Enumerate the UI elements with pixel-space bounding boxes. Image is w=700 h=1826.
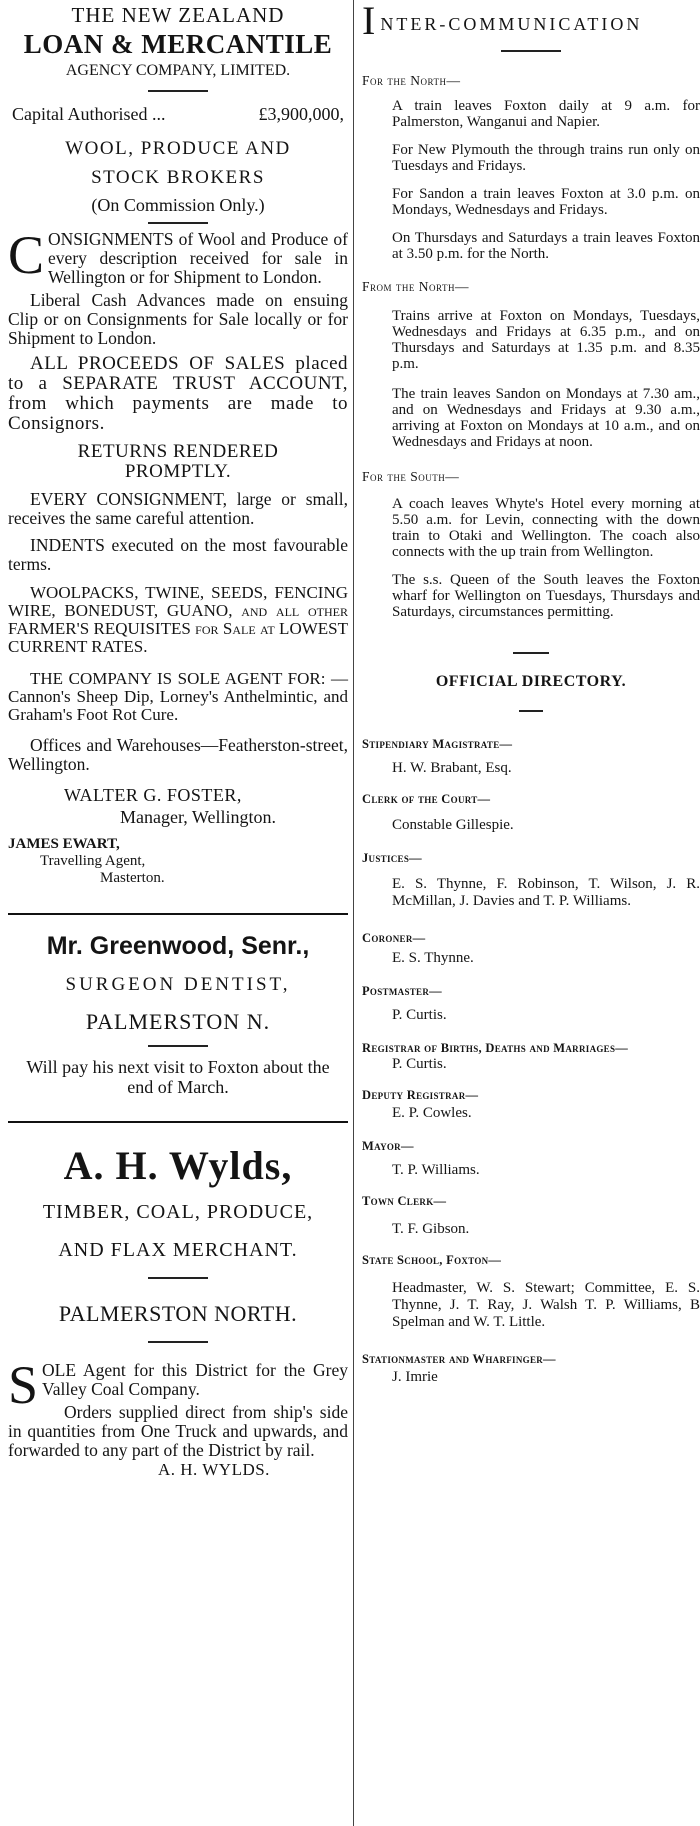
- wylds-name: A. H. Wylds,: [63, 1143, 293, 1188]
- dentist-note: Will pay his next visit to Foxton about the end of March.: [26, 1057, 330, 1097]
- sole-agent-paragraph: THE COMPANY IS SOLE AGENT FOR: —Cannon's Sheep Dip, Lorney's Anthelmintic, and Graham's Foot Rot Cure.: [8, 669, 348, 724]
- divider: [148, 90, 208, 92]
- for-south-label: For the South—: [362, 469, 460, 484]
- agent-name: JAMES EWART,: [8, 836, 120, 852]
- directory-heading: OFFICIAL DIRECTORY.: [435, 673, 627, 690]
- left-column: [8, 0, 348, 1826]
- dentist-place: PALMERSTON N.: [85, 1009, 271, 1034]
- proceeds-paragraph: ALL PROCEEDS OF SALES placed to a SEPARATE TRUST ACCOUNT, from which payments are made to Consignors.: [8, 353, 348, 434]
- wylds-advert: [8, 1123, 348, 1480]
- loan-heading-line1: THE NEW ZEALAND: [71, 3, 285, 27]
- title-rest: NTER-COMMUNICATION: [380, 14, 643, 34]
- coroner-name: E. S. Thynne.: [392, 950, 474, 966]
- wylds-trade-line1: TIMBER, COAL, PRODUCE,: [42, 1201, 314, 1223]
- coroner-label: Coroner—: [362, 931, 426, 945]
- for-north-label: For the North—: [362, 73, 461, 88]
- for-north-entry: For Sandon a train leaves Foxton at 3.0 p.m. on Mondays, Wednesdays and Fridays.: [392, 186, 700, 218]
- wylds-dropcap: S: [8, 1355, 39, 1415]
- capital-line: [8, 102, 348, 126]
- trade-line1: WOOL, PRODUCE AND: [65, 138, 291, 159]
- for-north-entry: On Thursdays and Saturdays a train leaves Foxton at 3.50 p.m. for the North.: [392, 230, 700, 262]
- divider: [513, 652, 549, 654]
- wylds-orders-paragraph: Orders supplied direct from ship's side in quantities from One Truck and upwards, and forwarded to any part of the District by rail.: [8, 1402, 348, 1460]
- stipendiary-label: Stipendiary Magistrate—: [362, 737, 513, 751]
- agent-title: Travelling Agent,: [40, 853, 146, 869]
- indents-paragraph: INDENTS executed on the most favourable terms.: [8, 535, 348, 574]
- capital-value: £3,900,000,: [258, 104, 344, 124]
- for-north-entry: For New Plymouth the through trains run only on Tuesdays and Fridays.: [392, 142, 700, 174]
- title-initial: I: [362, 0, 379, 43]
- deputy-name: E. P. Cowles.: [392, 1105, 472, 1121]
- postmaster-label: Postmaster—: [362, 984, 442, 998]
- offices-paragraph: Offices and Warehouses—Featherston-street, Wellington.: [8, 735, 348, 774]
- clerk-name: Constable Gillespie.: [392, 817, 514, 833]
- for-south-entry: The s.s. Queen of the South leaves the Foxton wharf for Wellington on Tuesdays, Thursdays and Saturdays, circumstances permitting.: [392, 572, 700, 620]
- from-north-entry: Trains arrive at Foxton on Mondays, Tuesdays, Wednesdays and Fridays at 6.35 p.m., and on Thursdays and Saturdays at 1.35 p.m. and 8.35 p.m.: [392, 308, 700, 372]
- registrar-name: P. Curtis.: [392, 1056, 447, 1072]
- wylds-sole-text: OLE Agent for this District for the Grey Valley Coal Company.: [42, 1360, 348, 1399]
- townclerk-label: Town Clerk—: [362, 1194, 447, 1208]
- justices-names: E. S. Thynne, F. Robinson, T. Wilson, J. R. McMillan, J. Davies and T. P. Williams.: [392, 876, 700, 909]
- loan-heading-line2: LOAN & MERCANTILE: [23, 29, 333, 59]
- column-divider: [353, 0, 354, 1826]
- consignments-paragraph: [8, 225, 348, 287]
- manager-title: Manager, Wellington.: [120, 807, 276, 827]
- school-label: State School, Foxton—: [362, 1253, 502, 1267]
- divider: [519, 710, 543, 712]
- agent-place: Masterton.: [100, 870, 165, 886]
- mayor-label: Mayor—: [362, 1139, 414, 1153]
- manager-name: WALTER G. FOSTER,: [64, 785, 242, 805]
- station-name: J. Imrie: [392, 1369, 438, 1385]
- dentist-name: Mr. Greenwood, Senr.,: [46, 932, 310, 960]
- wylds-trade-line2: AND FLAX MERCHANT.: [58, 1239, 298, 1261]
- consignments-text: ONSIGNMENTS of Wool and Produce of every description received for sale in Wellington or for Shipment to London.: [48, 229, 348, 287]
- school-names: Headmaster, W. S. Stewart; Committee, E. S. Thynne, J. T. Ray, J. Walsh T. P. Williams, B Spelman and W. T. Little.: [392, 1280, 700, 1330]
- divider: [148, 1045, 208, 1047]
- capital-label: Capital Authorised ...: [12, 104, 166, 124]
- from-north-entry: The train leaves Sandon on Mondays at 7.30 am., and on Wednesdays and Fridays at 9.30 a.m., arriving at Foxton on Mondays at 10 a.m., and on Wednesdays and Fridays at noon.: [392, 386, 700, 450]
- every-consignment-paragraph: EVERY CONSIGNMENT, large or small, receives the same careful attention.: [8, 489, 348, 528]
- postmaster-name: P. Curtis.: [392, 1007, 447, 1023]
- wylds-sole-paragraph: [8, 1355, 348, 1415]
- for-south-entry: A coach leaves Whyte's Hotel every morning at 5.50 a.m. for Levin, connecting with the down train to Otaki and Wellington. The coach also connects with the up train from Wellington.: [392, 496, 700, 560]
- trade-line2: STOCK BROKERS: [91, 167, 265, 188]
- dentist-advert: [8, 915, 348, 1097]
- divider: [501, 50, 561, 52]
- mayor-name: T. P. Williams.: [392, 1162, 480, 1178]
- advances-paragraph: Liberal Cash Advances made on ensuing Clip or on Consignments for Sale locally or for Shipment to London.: [8, 290, 348, 348]
- wylds-place: PALMERSTON NORTH.: [58, 1301, 298, 1326]
- dentist-role: SURGEON DENTIST,: [65, 974, 291, 995]
- returns-paragraph: RETURNS RENDERED PROMPTLY.: [77, 441, 279, 482]
- right-column: [362, 0, 700, 1826]
- for-north-entry: A train leaves Foxton daily at 9 a.m. for Palmerston, Wanganui and Napier.: [392, 98, 700, 130]
- woolpacks-paragraph: WOOLPACKS, TWINE, SEEDS, FENCING WIRE, BONEDUST, GUANO, and all other FARMER'S REQUISITES for Sale at LOWEST CURRENT RATES.: [8, 583, 348, 656]
- station-label: Stationmaster and Wharfinger—: [362, 1352, 556, 1366]
- registrar-label: Registrar of Births, Deaths and Marriages—: [362, 1041, 629, 1055]
- loan-mercantile-advert: [8, 0, 348, 887]
- divider: [148, 222, 208, 224]
- deputy-label: Deputy Registrar—: [362, 1088, 479, 1102]
- from-north-label: From the North—: [362, 279, 469, 294]
- townclerk-name: T. F. Gibson.: [392, 1221, 470, 1237]
- wylds-signature: A. H. WYLDS.: [158, 1460, 270, 1479]
- divider: [148, 1277, 208, 1279]
- stipendiary-name: H. W. Brabant, Esq.: [392, 760, 512, 776]
- intercommunication-title: [362, 0, 700, 43]
- trade-line3: (On Commission Only.): [91, 195, 265, 215]
- loan-heading-line3: AGENCY COMPANY, LIMITED.: [65, 62, 291, 79]
- justices-label: Justices—: [362, 851, 422, 865]
- consignments-dropcap: C: [8, 225, 45, 285]
- divider: [148, 1341, 208, 1343]
- clerk-label: Clerk of the Court—: [362, 792, 491, 806]
